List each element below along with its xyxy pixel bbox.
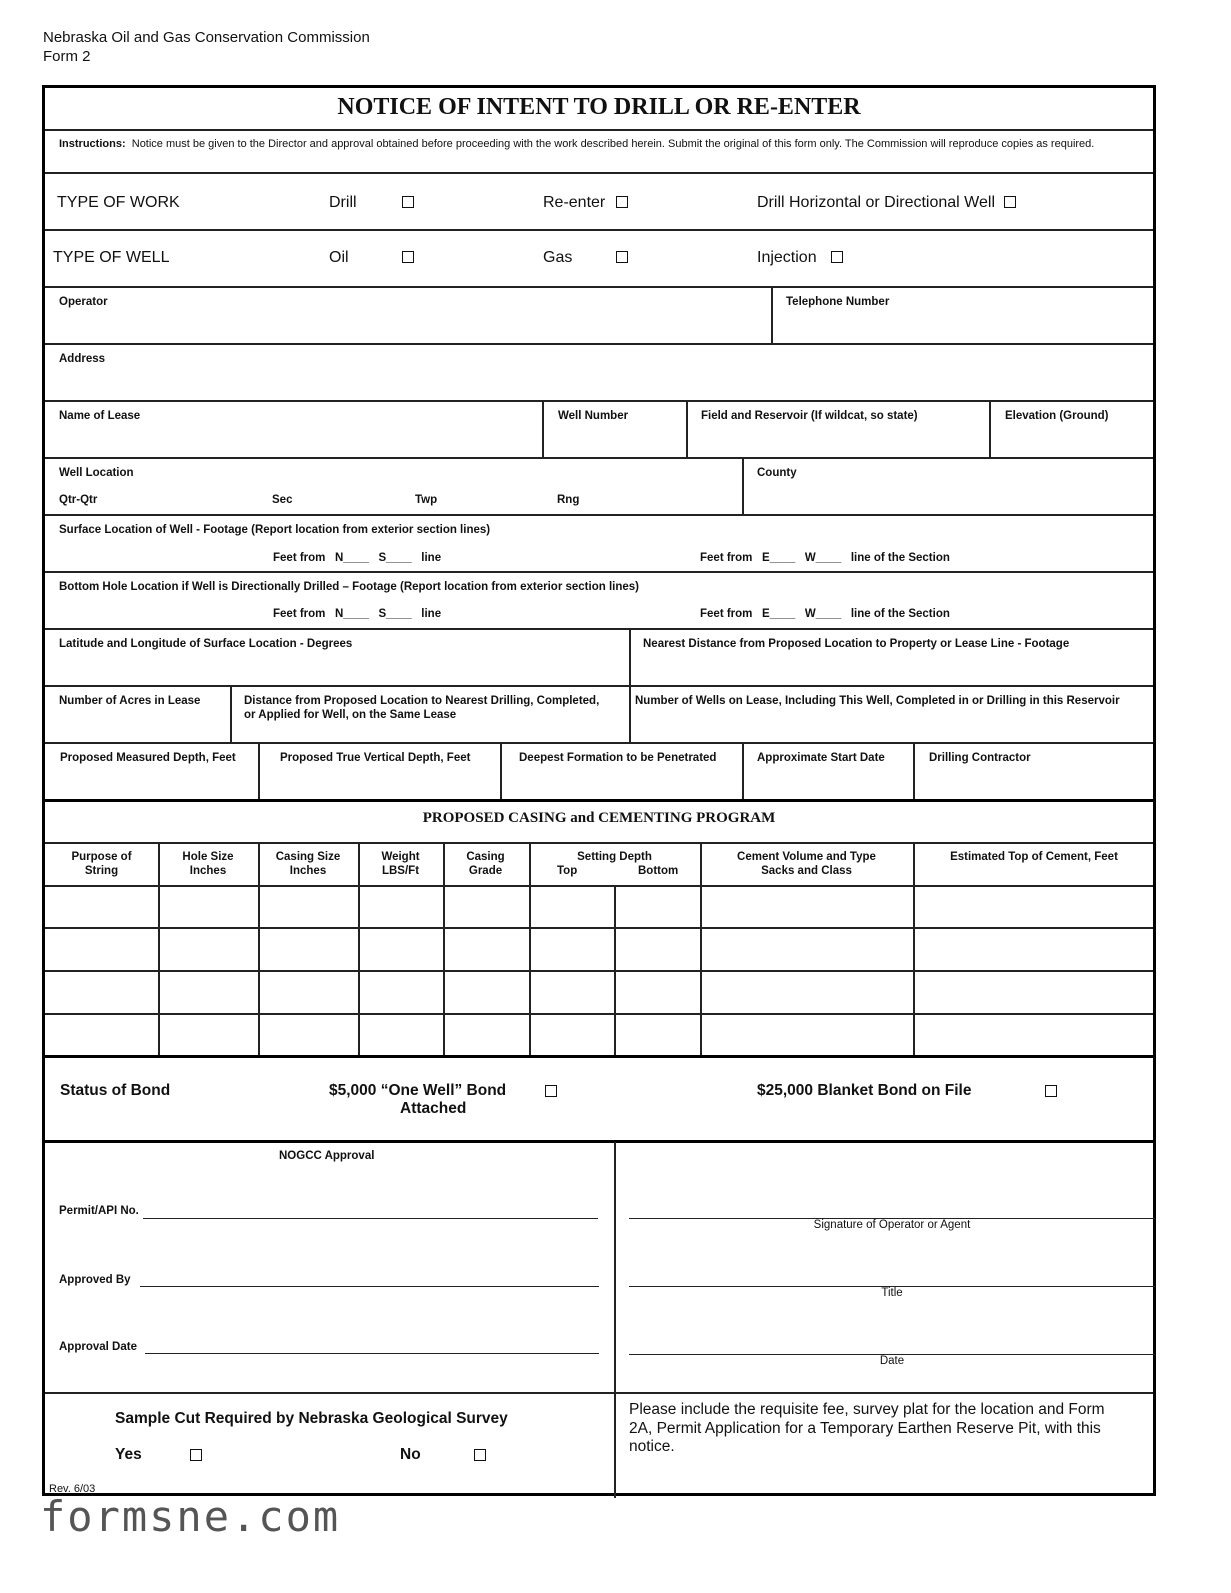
divider bbox=[771, 287, 773, 344]
number-of-wells-label: Number of Wells on Lease, Including This Well, Completed in or Drilling in this Reservoir bbox=[635, 695, 1120, 707]
casing-program-title: PROPOSED CASING and CEMENTING PROGRAM bbox=[422, 810, 776, 826]
instructions bbox=[59, 138, 1141, 152]
bottom-feet-ns: Feet from N____ S____ line bbox=[273, 608, 442, 620]
county-label: County bbox=[757, 467, 797, 479]
telephone-label: Telephone Number bbox=[786, 296, 890, 308]
divider bbox=[913, 743, 915, 800]
divider bbox=[45, 685, 1153, 687]
col-casing-size bbox=[258, 851, 358, 878]
sample-no-checkbox[interactable] bbox=[474, 1449, 486, 1461]
col-grade-line2: Grade bbox=[468, 864, 503, 877]
col-weight-line2: LBS/Ft bbox=[381, 864, 420, 877]
divider bbox=[614, 1142, 616, 1498]
submission-note: Please include the requisite fee, survey plat for the location and Form 2A, Permit Application for a Temporary Earthen Reserve Pit, with this notice. bbox=[629, 1401, 1105, 1455]
sec-label: Sec bbox=[272, 494, 293, 506]
col-cement-line1: Cement Volume and Type bbox=[737, 851, 876, 863]
injection-checkbox[interactable] bbox=[831, 251, 843, 263]
col-cement bbox=[700, 851, 913, 878]
approval-date-line[interactable] bbox=[145, 1353, 599, 1354]
divider bbox=[45, 885, 1153, 887]
divider bbox=[542, 401, 544, 458]
divider bbox=[45, 571, 1153, 573]
work-option-reenter: Re-enter bbox=[543, 194, 606, 211]
divider bbox=[45, 970, 1153, 972]
divider bbox=[913, 843, 915, 1056]
divider bbox=[158, 843, 160, 1056]
divider bbox=[45, 842, 1153, 844]
distance-nearest-well-line1: Distance from Proposed Location to Nearest Drilling, Completed, bbox=[244, 695, 600, 707]
oil-checkbox[interactable] bbox=[402, 251, 414, 263]
reenter-checkbox[interactable] bbox=[616, 196, 628, 208]
type-of-work-label: TYPE OF WORK bbox=[57, 194, 180, 211]
well-option-oil: Oil bbox=[329, 249, 349, 266]
lat-long-label: Latitude and Longitude of Surface Location - Degrees bbox=[59, 638, 353, 650]
divider bbox=[45, 1055, 1153, 1058]
divider bbox=[45, 129, 1153, 131]
divider bbox=[358, 843, 360, 1056]
nearest-distance-label: Nearest Distance from Proposed Location to Property or Lease Line - Footage bbox=[643, 638, 1070, 650]
divider bbox=[230, 686, 232, 743]
title-caption: Title bbox=[881, 1287, 903, 1299]
col-hole-line1: Hole Size bbox=[182, 851, 234, 863]
col-est-top: Estimated Top of Cement, Feet bbox=[950, 851, 1118, 863]
col-cement-line2: Sacks and Class bbox=[761, 864, 852, 877]
blanket-bond-label: $25,000 Blanket Bond on File bbox=[757, 1082, 972, 1099]
divider bbox=[742, 743, 744, 800]
form-number: Form 2 bbox=[43, 48, 91, 65]
one-well-bond-line2: Attached bbox=[400, 1100, 467, 1117]
start-date-label: Approximate Start Date bbox=[757, 752, 885, 764]
divider bbox=[45, 1140, 1153, 1143]
distance-nearest-well-line2: or Applied for Well, on the Same Lease bbox=[244, 709, 457, 721]
measured-depth-label: Proposed Measured Depth, Feet bbox=[60, 752, 236, 764]
divider bbox=[45, 457, 1153, 459]
divider bbox=[629, 629, 631, 686]
work-option-drill: Drill bbox=[329, 194, 357, 211]
approved-by-line[interactable] bbox=[140, 1286, 599, 1287]
form-frame bbox=[42, 85, 1156, 1496]
rng-label: Rng bbox=[557, 494, 580, 506]
elevation-label: Elevation (Ground) bbox=[1005, 410, 1109, 422]
divider bbox=[45, 927, 1153, 929]
divider bbox=[45, 799, 1153, 802]
divider bbox=[614, 886, 616, 1056]
divider bbox=[45, 1013, 1153, 1015]
well-location-label: Well Location bbox=[59, 467, 134, 479]
surface-feet-ns: Feet from N____ S____ line bbox=[273, 552, 442, 564]
lease-name-label: Name of Lease bbox=[59, 410, 141, 422]
divider bbox=[629, 686, 631, 743]
one-well-bond-checkbox[interactable] bbox=[545, 1085, 557, 1097]
divider bbox=[45, 286, 1153, 288]
sample-yes-checkbox[interactable] bbox=[190, 1449, 202, 1461]
sample-yes-label: Yes bbox=[115, 1446, 142, 1463]
tvd-label: Proposed True Vertical Depth, Feet bbox=[280, 752, 471, 764]
divider bbox=[686, 401, 688, 458]
revision-label: Rev. 6/03 bbox=[49, 1483, 96, 1495]
signature-caption: Signature of Operator or Agent bbox=[813, 1219, 971, 1231]
twp-label: Twp bbox=[415, 494, 438, 506]
blanket-bond-checkbox[interactable] bbox=[1045, 1085, 1057, 1097]
contractor-label: Drilling Contractor bbox=[929, 752, 1031, 764]
well-option-gas: Gas bbox=[543, 249, 573, 266]
permit-api-line[interactable] bbox=[143, 1218, 598, 1219]
col-purpose bbox=[45, 851, 158, 878]
site-watermark: formsne.com bbox=[40, 1492, 341, 1541]
horizontal-checkbox[interactable] bbox=[1004, 196, 1016, 208]
field-reservoir-label: Field and Reservoir (If wildcat, so state) bbox=[701, 410, 918, 422]
col-purpose-line1: Purpose of bbox=[71, 851, 132, 863]
col-hole-size bbox=[158, 851, 258, 878]
divider bbox=[258, 743, 260, 800]
acres-label: Number of Acres in Lease bbox=[59, 695, 201, 707]
col-weight-line1: Weight bbox=[381, 851, 420, 863]
divider bbox=[443, 843, 445, 1056]
approval-date-label: Approval Date bbox=[59, 1341, 137, 1353]
one-well-bond-line1: $5,000 “One Well” Bond bbox=[329, 1082, 507, 1099]
nogcc-approval-title: NOGCC Approval bbox=[279, 1150, 375, 1162]
date-caption: Date bbox=[879, 1355, 905, 1367]
col-hole-line2: Inches bbox=[189, 864, 227, 877]
divider bbox=[45, 400, 1153, 402]
divider bbox=[45, 1392, 1153, 1394]
instructions-label: Instructions: bbox=[59, 138, 126, 150]
gas-checkbox[interactable] bbox=[616, 251, 628, 263]
divider bbox=[500, 743, 502, 800]
approved-by-label: Approved By bbox=[59, 1274, 131, 1286]
work-option-horizontal: Drill Horizontal or Directional Well bbox=[757, 194, 995, 211]
permit-api-label: Permit/API No. bbox=[59, 1205, 139, 1217]
col-grade-line1: Casing bbox=[466, 851, 505, 863]
divider bbox=[45, 172, 1153, 174]
type-of-well-label: TYPE OF WELL bbox=[53, 249, 170, 266]
col-setting-bottom: Bottom bbox=[638, 865, 679, 877]
divider bbox=[45, 514, 1153, 516]
divider bbox=[258, 843, 260, 1056]
well-option-injection: Injection bbox=[757, 249, 817, 266]
well-number-label: Well Number bbox=[558, 410, 629, 422]
sample-no-label: No bbox=[400, 1446, 421, 1463]
col-setting-depth: Setting Depth bbox=[577, 851, 652, 863]
divider bbox=[700, 843, 702, 1056]
divider bbox=[45, 742, 1153, 744]
agency-name: Nebraska Oil and Gas Conservation Commission bbox=[43, 29, 370, 46]
surface-location-label: Surface Location of Well - Footage (Report location from exterior section lines) bbox=[59, 524, 491, 536]
drill-checkbox[interactable] bbox=[402, 196, 414, 208]
operator-label: Operator bbox=[59, 296, 108, 308]
sample-cut-label: Sample Cut Required by Nebraska Geological Survey bbox=[115, 1410, 508, 1427]
form-title: NOTICE OF INTENT TO DRILL OR RE-ENTER bbox=[337, 94, 861, 120]
surface-feet-ew: Feet from E____ W____ line of the Section bbox=[700, 552, 950, 564]
qtr-qtr-label: Qtr-Qtr bbox=[59, 494, 98, 506]
address-label: Address bbox=[59, 353, 106, 365]
instructions-text: Notice must be given to the Director and approval obtained before proceeding with the work described herein. Submit the original of this form only. The Commission will reproduce copies as required. bbox=[131, 138, 1095, 150]
bond-status-label: Status of Bond bbox=[60, 1082, 171, 1099]
divider bbox=[742, 458, 744, 515]
bottom-feet-ew: Feet from E____ W____ line of the Section bbox=[700, 608, 950, 620]
divider bbox=[529, 843, 531, 1056]
col-setting-top: Top bbox=[557, 865, 578, 877]
col-casing-line2: Inches bbox=[289, 864, 327, 877]
col-weight bbox=[358, 851, 443, 878]
col-grade bbox=[443, 851, 528, 878]
divider bbox=[989, 401, 991, 458]
col-casing-line1: Casing Size bbox=[275, 851, 341, 863]
divider bbox=[45, 229, 1153, 231]
col-purpose-line2: String bbox=[84, 864, 119, 877]
divider bbox=[45, 628, 1153, 630]
divider bbox=[45, 343, 1153, 345]
bottom-hole-label: Bottom Hole Location if Well is Directionally Drilled – Footage (Report location from exterior section lines) bbox=[59, 581, 639, 593]
deepest-formation-label: Deepest Formation to be Penetrated bbox=[519, 752, 717, 764]
